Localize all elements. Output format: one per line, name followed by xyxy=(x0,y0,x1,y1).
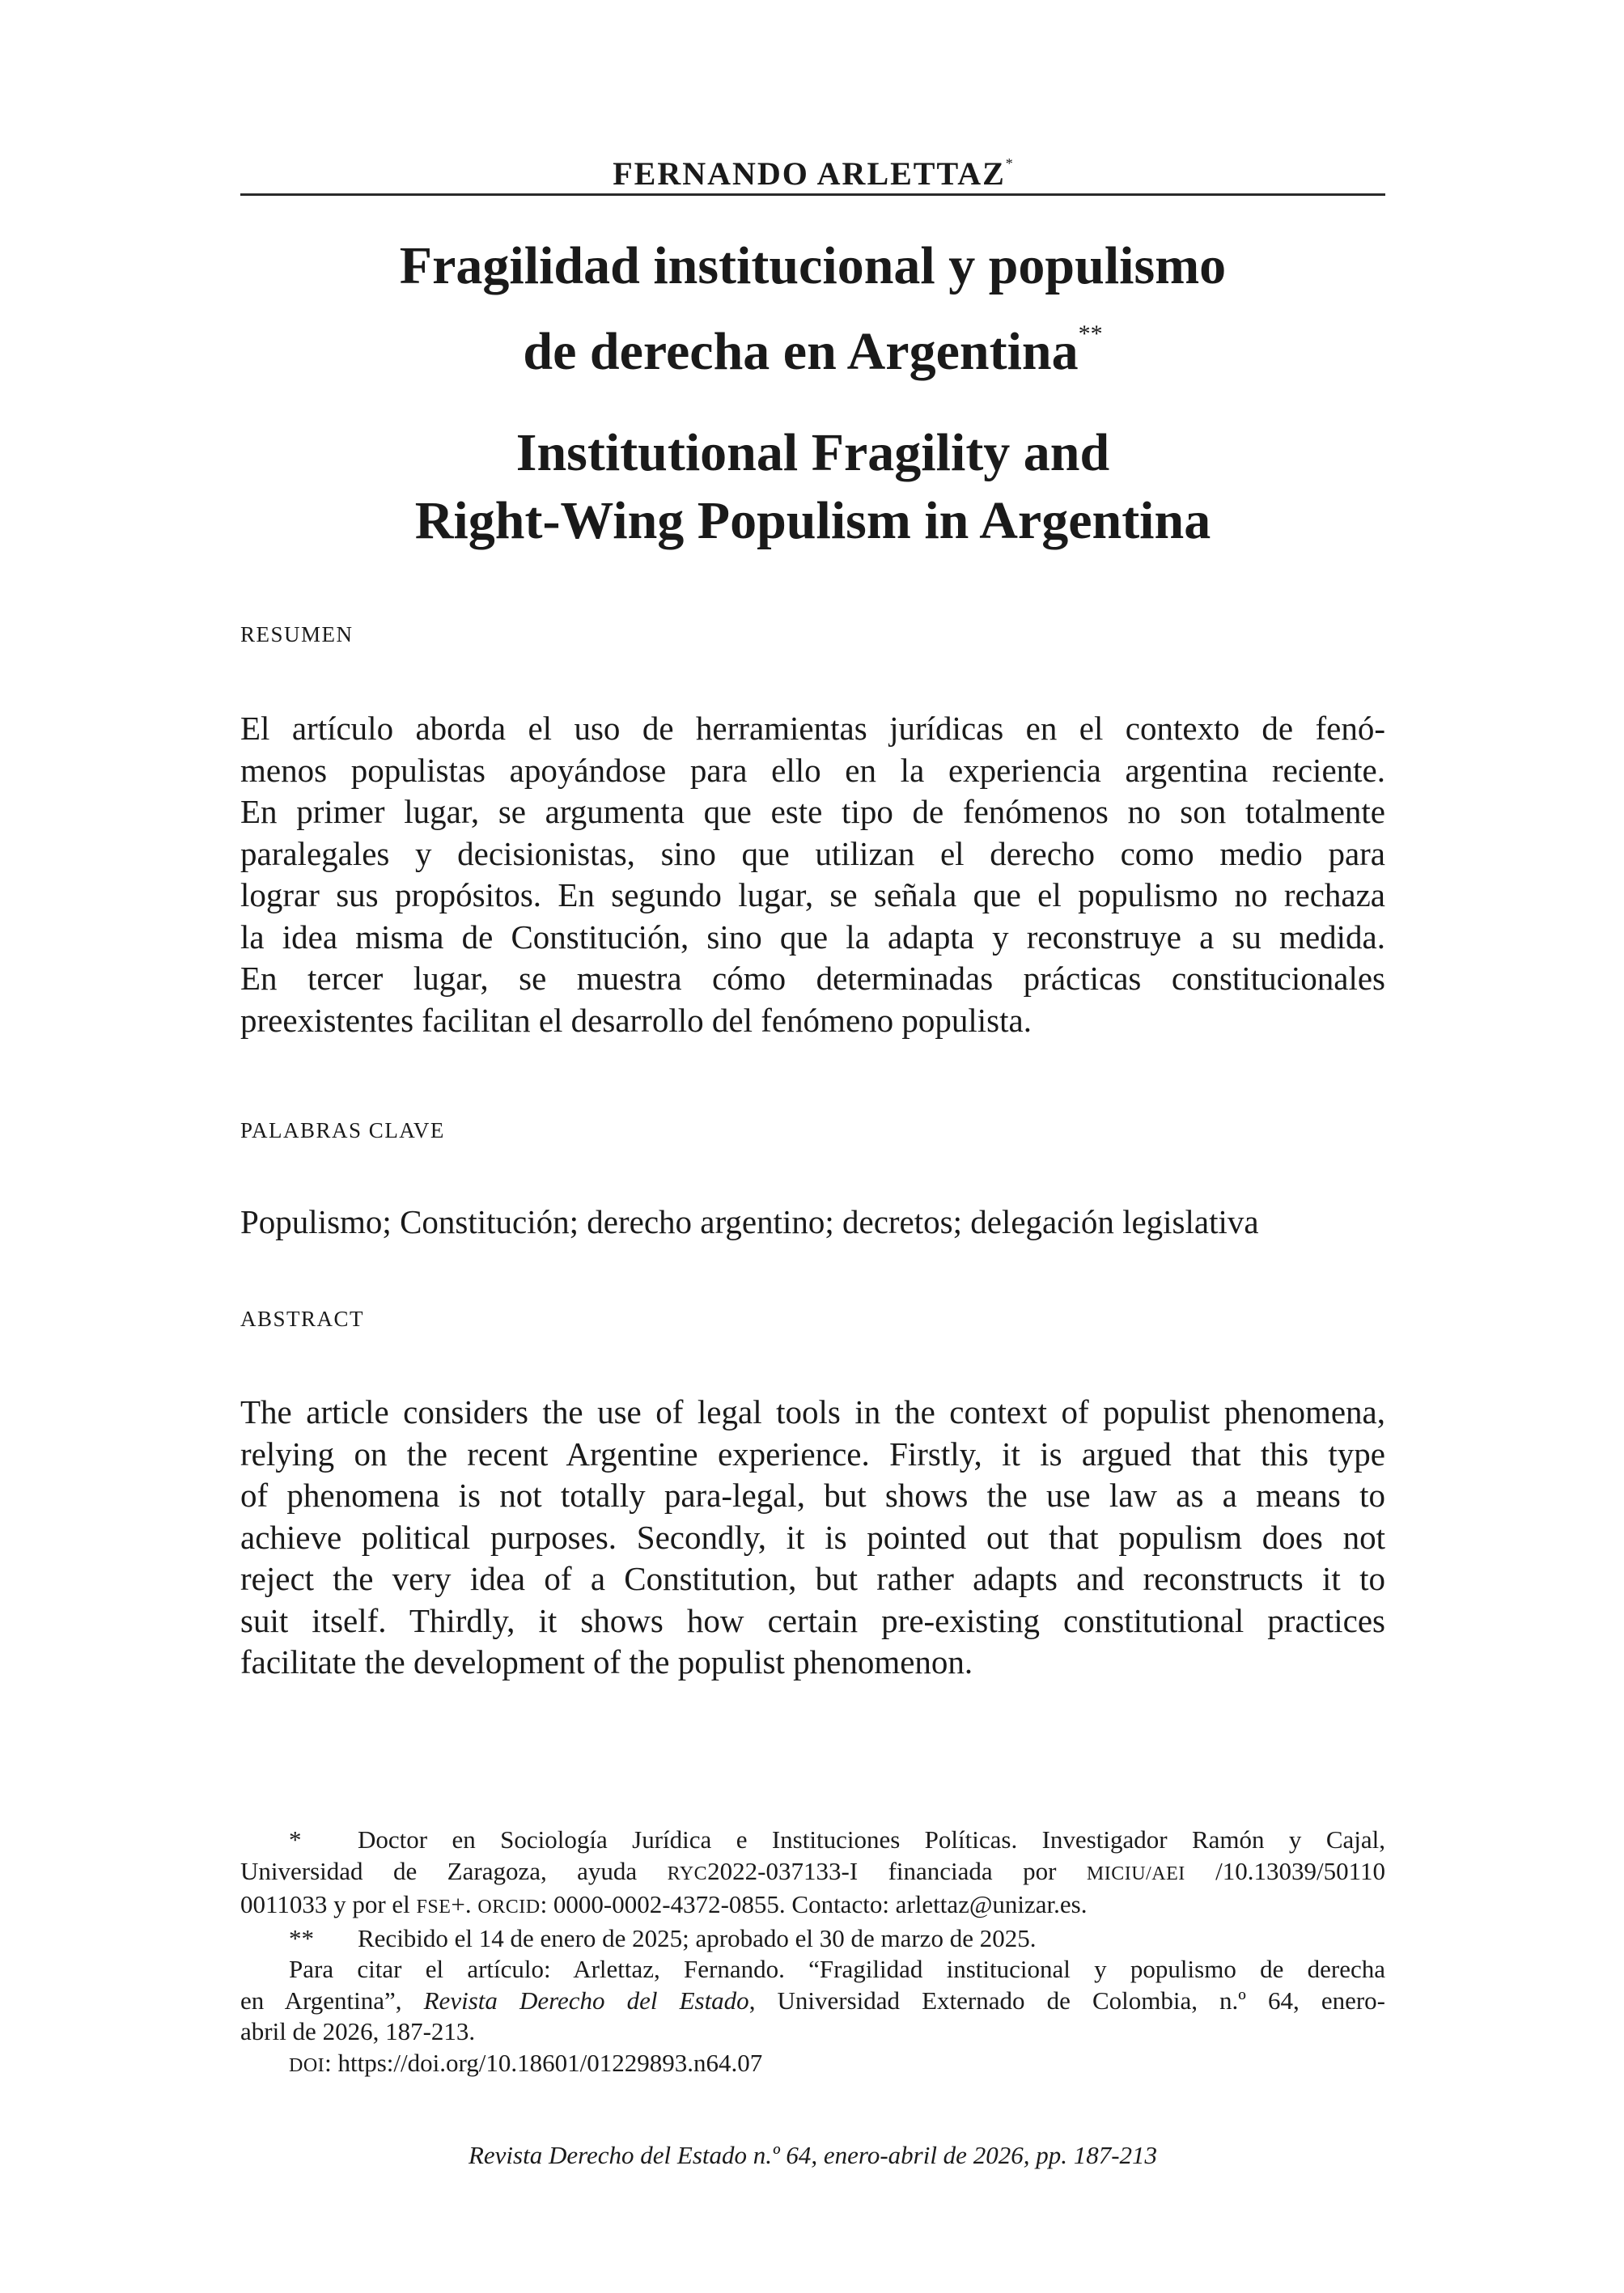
abstract-line: reject the very idea of a Constitution, but rather adapts and reconstructs it to xyxy=(240,1560,1385,1597)
resumen-line: El artículo aborda el uso de herramientas jurídicas en el contexto de fenó- xyxy=(240,710,1385,747)
doi-line xyxy=(240,2048,1385,2082)
palabras-clave-label: PALABRAS CLAVE xyxy=(240,1118,445,1142)
author-name: FERNANDO ARLETTAZ xyxy=(613,155,1006,192)
footnote-mark-single: * xyxy=(289,1825,302,1854)
citation-line2 xyxy=(240,1986,1385,2017)
footnote-text: /10.13039/50110 xyxy=(1185,1856,1386,1885)
title-english xyxy=(240,419,1385,555)
palabras-clave-text: Populismo; Constitución; derecho argentino; decretos; delegación legislativa xyxy=(240,1203,1259,1240)
abstract-label: ABSTRACT xyxy=(240,1307,365,1331)
footnote-text: Universidad de Zaragoza, ayuda xyxy=(240,1856,668,1885)
resumen-line: preexistentes facilitan el desarrollo del fenómeno populista. xyxy=(240,1001,1032,1039)
abstract-line: The article considers the use of legal tools in the context of populist phenomena, xyxy=(240,1393,1385,1430)
resumen-line: menos populistas apoyándose para ello en la experiencia argentina reciente. xyxy=(240,751,1385,789)
resumen-line: En tercer lugar, se muestra cómo determinadas prácticas constitucionales xyxy=(240,960,1385,997)
footnote-received-text: Recibido el 14 de enero de 2025; aprobado el 30 de marzo de 2025. xyxy=(358,1923,1037,1952)
citation-text: , Universidad Externado de Colombia, n.º 64, enero- xyxy=(748,1986,1385,2015)
title-footnote-mark: ** xyxy=(1078,320,1103,347)
resumen-body xyxy=(240,708,1385,1041)
title-spanish xyxy=(240,232,1385,386)
citation-line1: Para citar el artículo: Arlettaz, Fernando. “Fragilidad institucional y populismo de derecha xyxy=(289,1955,1385,1983)
abstract-body xyxy=(240,1392,1385,1684)
resumen-line: la idea misma de Constitución, sino que la adapta y reconstruye a su medida. xyxy=(240,918,1385,956)
footnote-text: 2022-037133-I financiada por xyxy=(707,1856,1087,1885)
title-english-line1: Institutional Fragility and xyxy=(515,423,1110,482)
author-footnote-mark: * xyxy=(1005,155,1013,172)
footnote-contact: : 0000-0002-4372-0855. Contacto: arlettaz@unizar.es. xyxy=(540,1890,1088,1918)
footnote-author xyxy=(240,1825,1385,1856)
footnote-author-line2 xyxy=(240,1856,1385,1890)
citation-line3: abril de 2026, 187-213. xyxy=(240,2017,476,2045)
title-spanish-line2-text: de derecha en Argentina xyxy=(523,322,1079,381)
title-spanish-line1: Fragilidad institucional y populismo xyxy=(399,236,1227,295)
citation-journal: Revista Derecho del Estado xyxy=(423,1986,749,2015)
resumen-line: lograr sus propósitos. En segundo lugar, se señala que el populismo no rechaza xyxy=(240,876,1385,913)
doi-label: DOI xyxy=(289,2054,325,2076)
resumen-line: En primer lugar, se argumenta que este tipo de fenómenos no son totalmente xyxy=(240,793,1385,830)
footnote-text: +. xyxy=(451,1890,478,1918)
footnote-author-line1: Doctor en Sociología Jurídica e Instituciones Políticas. Investigador Ramón y Cajal, xyxy=(358,1825,1385,1854)
resumen-line: paralegales y decisionistas, sino que utilizan el derecho como medio para xyxy=(240,834,1385,872)
resumen-label: RESUMEN xyxy=(240,622,354,646)
doi-link[interactable]: : https://doi.org/10.18601/01229893.n64.07 xyxy=(324,2048,763,2077)
header-rule xyxy=(240,193,1385,196)
orcid-smallcaps: ORCID xyxy=(477,1897,541,1918)
abstract-line: achieve political purposes. Secondly, it is pointed out that populism does not xyxy=(240,1518,1385,1556)
title-spanish-line2 xyxy=(240,300,1385,386)
footnote-author-line3 xyxy=(240,1889,1385,1923)
abstract-line: relying on the recent Argentine experience. Firstly, it is argued that this type xyxy=(240,1435,1385,1473)
author-header xyxy=(240,144,1385,193)
footnote-text: 0011033 y por el xyxy=(240,1890,417,1918)
funder-smallcaps: MICIU/AEI xyxy=(1086,1863,1185,1884)
title-english-line2: Right-Wing Populism in Argentina xyxy=(414,491,1211,550)
citation-text: en Argentina”, xyxy=(240,1986,424,2015)
footnote-received xyxy=(240,1923,1385,1955)
footnotes xyxy=(240,1825,1385,2081)
abstract-line: facilitate the development of the populist phenomenon. xyxy=(240,1643,973,1681)
running-footer: Revista Derecho del Estado n.º 64, enero-abril de 2026, pp. 187-213 xyxy=(468,2141,1158,2169)
fse-smallcaps: FSE xyxy=(416,1897,452,1918)
grant-code-smallcaps: RYC xyxy=(667,1863,708,1884)
footnote-mark-double: ** xyxy=(289,1923,314,1952)
abstract-line: suit itself. Thirdly, it shows how certain pre-existing constitutional practices xyxy=(240,1601,1385,1639)
abstract-line: of phenomena is not totally para-legal, but shows the use law as a means to xyxy=(240,1477,1385,1514)
